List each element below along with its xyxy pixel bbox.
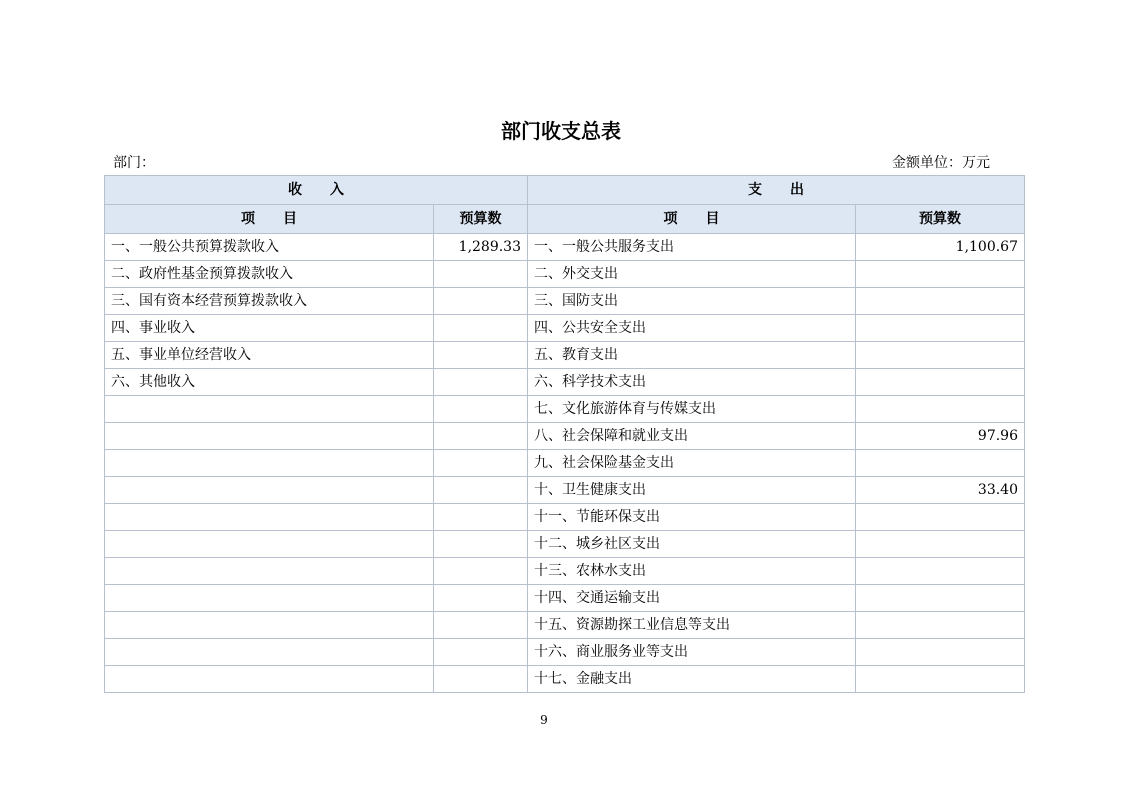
expense-budget-cell xyxy=(856,612,1025,639)
expense-item-cell: 五、教育支出 xyxy=(528,342,856,369)
income-item-cell: 五、事业单位经营收入 xyxy=(105,342,434,369)
income-budget-cell xyxy=(434,369,528,396)
table-row xyxy=(105,558,1025,585)
table-row xyxy=(105,342,1025,369)
income-item-cell xyxy=(105,558,434,585)
income-budget-cell xyxy=(434,585,528,612)
table-row xyxy=(105,261,1025,288)
expense-item-cell: 十六、商业服务业等支出 xyxy=(528,639,856,666)
expense-budget-cell xyxy=(856,450,1025,477)
expense-budget-cell xyxy=(856,585,1025,612)
income-budget-cell xyxy=(434,531,528,558)
income-item-cell xyxy=(105,450,434,477)
income-budget-cell xyxy=(434,450,528,477)
expense-item-cell: 十七、金融支出 xyxy=(528,666,856,693)
table-row xyxy=(105,477,1025,504)
budget-table xyxy=(104,175,1025,693)
header-row-sections xyxy=(105,176,1025,205)
expense-budget-header: 预算数 xyxy=(856,205,1025,234)
income-item-cell xyxy=(105,666,434,693)
expense-budget-cell xyxy=(856,342,1025,369)
table-row xyxy=(105,585,1025,612)
expense-budget-cell: 1,100.67 xyxy=(856,234,1025,261)
income-budget-cell xyxy=(434,504,528,531)
income-budget-cell xyxy=(434,396,528,423)
table-row xyxy=(105,288,1025,315)
expense-item-cell: 十一、节能环保支出 xyxy=(528,504,856,531)
income-item-cell: 一、一般公共预算拨款收入 xyxy=(105,234,434,261)
income-budget-cell xyxy=(434,558,528,585)
expense-item-cell: 一、一般公共服务支出 xyxy=(528,234,856,261)
expense-budget-cell xyxy=(856,666,1025,693)
expense-budget-cell xyxy=(856,315,1025,342)
table-row xyxy=(105,639,1025,666)
income-item-cell xyxy=(105,585,434,612)
expense-section-header: 支 出 xyxy=(528,176,1025,205)
table-row xyxy=(105,450,1025,477)
income-budget-cell xyxy=(434,666,528,693)
expense-item-cell: 十、卫生健康支出 xyxy=(528,477,856,504)
expense-budget-cell xyxy=(856,288,1025,315)
expense-budget-cell: 33.40 xyxy=(856,477,1025,504)
expense-item-cell: 六、科学技术支出 xyxy=(528,369,856,396)
income-item-cell: 四、事业收入 xyxy=(105,315,434,342)
income-item-header: 项 目 xyxy=(105,205,434,234)
income-item-cell xyxy=(105,477,434,504)
header-row-columns xyxy=(105,205,1025,234)
table-row xyxy=(105,612,1025,639)
expense-item-cell: 三、国防支出 xyxy=(528,288,856,315)
expense-budget-cell xyxy=(856,531,1025,558)
income-budget-cell: 1,289.33 xyxy=(434,234,528,261)
page-number: 9 xyxy=(540,713,548,727)
unit-label: 金额单位：万元 xyxy=(892,155,990,171)
expense-item-cell: 十二、城乡社区支出 xyxy=(528,531,856,558)
page-title: 部门收支总表 xyxy=(501,119,621,143)
expense-budget-cell xyxy=(856,369,1025,396)
expense-item-cell: 十四、交通运输支出 xyxy=(528,585,856,612)
income-budget-cell xyxy=(434,612,528,639)
income-budget-cell xyxy=(434,315,528,342)
expense-item-cell: 八、社会保障和就业支出 xyxy=(528,423,856,450)
expense-item-header: 项 目 xyxy=(528,205,856,234)
income-item-cell xyxy=(105,612,434,639)
department-label: 部门： xyxy=(113,155,155,171)
expense-item-cell: 四、公共安全支出 xyxy=(528,315,856,342)
expense-item-cell: 二、外交支出 xyxy=(528,261,856,288)
expense-item-cell: 七、文化旅游体育与传媒支出 xyxy=(528,396,856,423)
table-row xyxy=(105,315,1025,342)
table-body xyxy=(105,234,1025,693)
income-item-cell: 六、其他收入 xyxy=(105,369,434,396)
income-item-cell xyxy=(105,396,434,423)
table-row xyxy=(105,666,1025,693)
expense-item-cell: 九、社会保险基金支出 xyxy=(528,450,856,477)
expense-budget-cell xyxy=(856,261,1025,288)
income-budget-cell xyxy=(434,423,528,450)
expense-budget-cell: 97.96 xyxy=(856,423,1025,450)
income-item-cell: 三、国有资本经营预算拨款收入 xyxy=(105,288,434,315)
income-item-cell xyxy=(105,423,434,450)
table-row xyxy=(105,423,1025,450)
income-budget-cell xyxy=(434,261,528,288)
income-item-cell xyxy=(105,639,434,666)
table-row xyxy=(105,396,1025,423)
income-budget-cell xyxy=(434,477,528,504)
income-budget-cell xyxy=(434,639,528,666)
income-budget-header: 预算数 xyxy=(434,205,528,234)
income-budget-cell xyxy=(434,342,528,369)
expense-item-cell: 十三、农林水支出 xyxy=(528,558,856,585)
expense-budget-cell xyxy=(856,639,1025,666)
expense-budget-cell xyxy=(856,558,1025,585)
income-section-header: 收 入 xyxy=(105,176,528,205)
table-row xyxy=(105,531,1025,558)
expense-budget-cell xyxy=(856,396,1025,423)
expense-budget-cell xyxy=(856,504,1025,531)
income-budget-cell xyxy=(434,288,528,315)
table-row xyxy=(105,234,1025,261)
income-item-cell xyxy=(105,504,434,531)
table-row xyxy=(105,504,1025,531)
table-row xyxy=(105,369,1025,396)
income-item-cell: 二、政府性基金预算拨款收入 xyxy=(105,261,434,288)
income-item-cell xyxy=(105,531,434,558)
expense-item-cell: 十五、资源勘探工业信息等支出 xyxy=(528,612,856,639)
